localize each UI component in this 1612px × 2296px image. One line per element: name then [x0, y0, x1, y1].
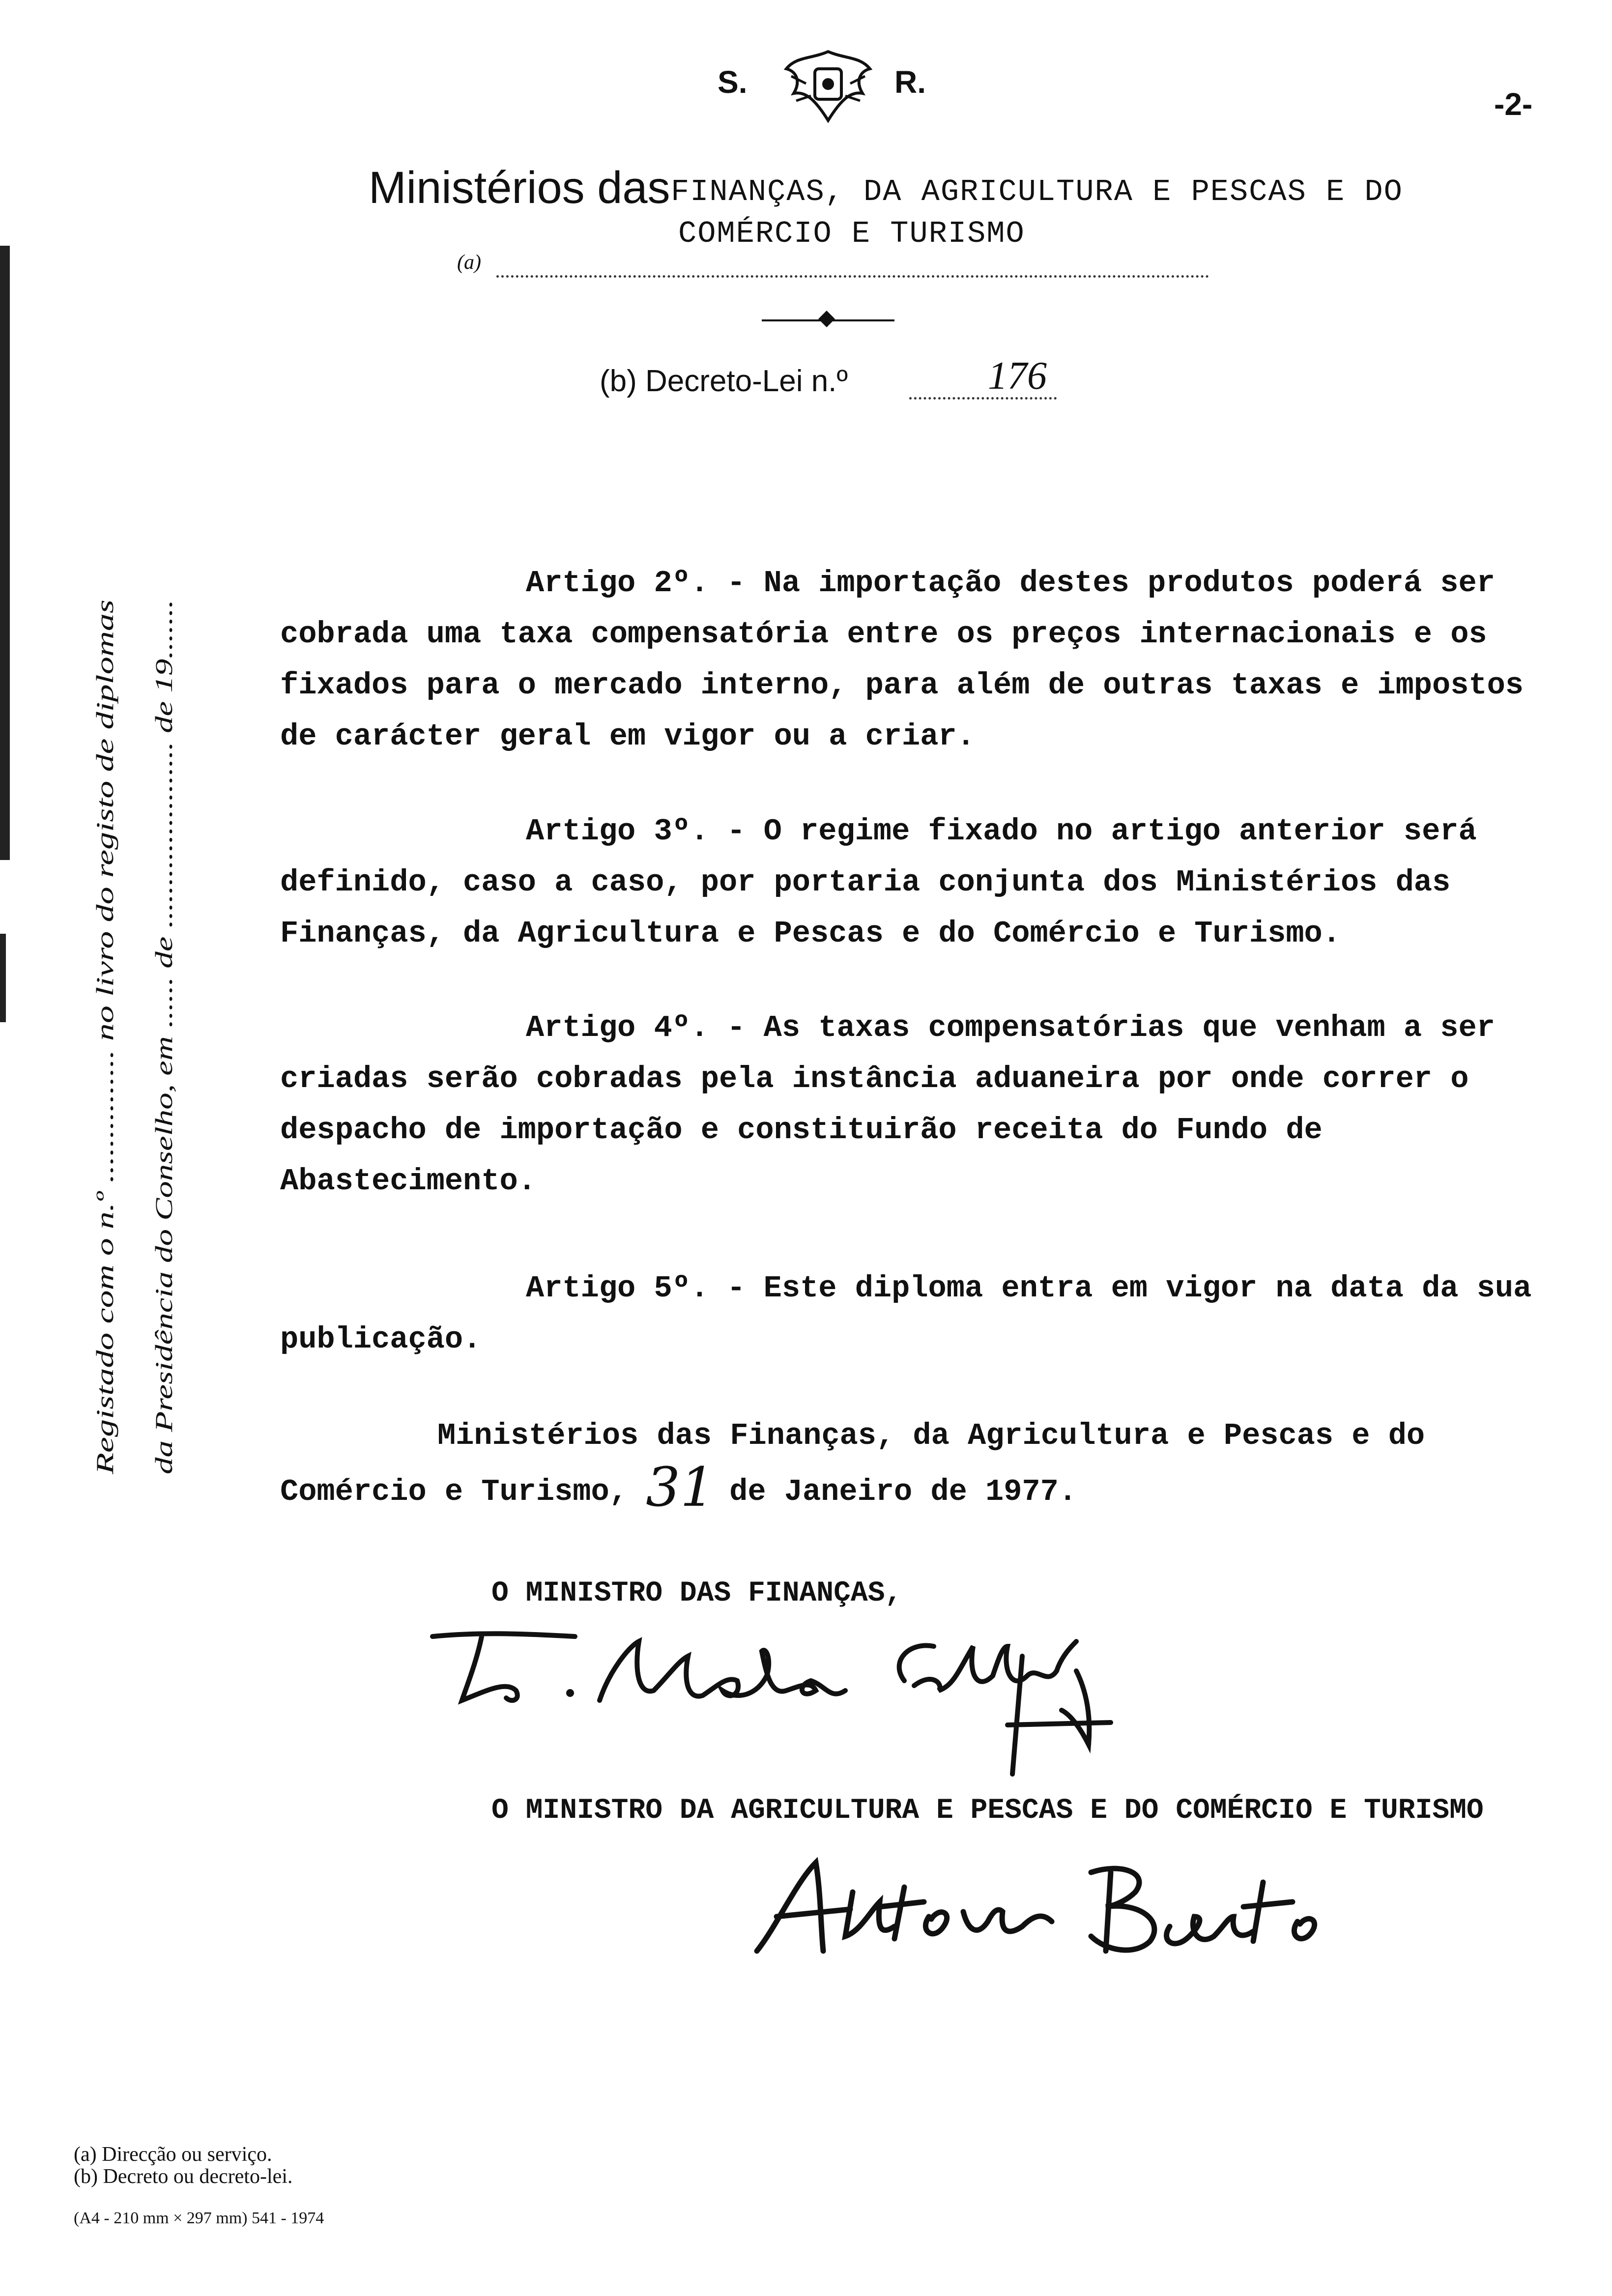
article-3: Artigo 3º. - O regime fixado no artigo anterior será definido, caso a caso, por portaria conjunta dos Ministérios das Finanças, da Agricultura e Pescas e do Comércio e Turismo. — [280, 814, 1477, 951]
crest-left-letter: S. — [718, 64, 748, 100]
decree-label: (b) Decreto-Lei n.º — [600, 364, 848, 398]
field-label-a: (a) — [457, 251, 481, 274]
registration-margin — [74, 580, 192, 1474]
minister-1-signature — [423, 1617, 1121, 1779]
article-4: Artigo 4º. - As taxas compensatórias que venham a ser criadas serão cobradas pela instância aduaneira por onde correr o despacho de importação e constituirão receita do Fundo de Abastecimento. — [280, 1010, 1495, 1199]
page-number: -2- — [1494, 86, 1533, 122]
minister-2-signature — [747, 1853, 1327, 1966]
coat-of-arms-icon — [777, 47, 880, 125]
footnote-a: (a) Direcção ou serviço. — [74, 2143, 272, 2166]
handwritten-day: 31 — [646, 1456, 715, 1519]
minister-2-title: O MINISTRO DA AGRICULTURA E PESCAS E DO COMÉRCIO E TURISMO — [491, 1795, 1484, 1827]
crest-right-letter: R. — [894, 64, 926, 100]
print-reference: (A4 - 210 mm × 297 mm) 541 - 1974 — [74, 2209, 324, 2227]
registration-line-2: da Presidência do Conselho, em ...... de ...................... de 19....... — [150, 839, 177, 1474]
scan-edge — [0, 246, 10, 860]
ministry-heading: Ministérios das — [369, 163, 670, 213]
minister-1-title: O MINISTRO DAS FINANÇAS, — [491, 1578, 902, 1609]
article-5: Artigo 5º. - Este diploma entra em vigor na data da sua publicação. — [280, 1271, 1532, 1357]
scan-edge — [0, 934, 6, 1022]
footnote-b: (b) Decreto ou decreto-lei. — [74, 2165, 293, 2188]
ministry-names-line2: COMÉRCIO E TURISMO — [678, 216, 1025, 251]
divider-diamond-icon — [818, 311, 835, 327]
article-2: Artigo 2º. - Na importação destes produtos poderá ser cobrada uma taxa compensatória entre os preços internacionais e os fixados para o mercado interno, para além de outras taxas e impostos de carácter geral em vigor ou a criar. — [280, 566, 1524, 754]
registration-line-1: Registado com o n.º ............... no livro do registo de diplomas — [91, 868, 118, 1474]
dotted-line — [496, 275, 1209, 278]
ministry-names: FINANÇAS, DA AGRICULTURA E PESCAS E DO — [671, 174, 1403, 209]
closing-date-line: Ministérios das Finanças, da Agricultura e Pescas e do Comércio e Turismo, 31 de Janeiro de 1977. — [280, 1418, 1425, 1519]
decree-number: 176 — [988, 354, 1047, 398]
